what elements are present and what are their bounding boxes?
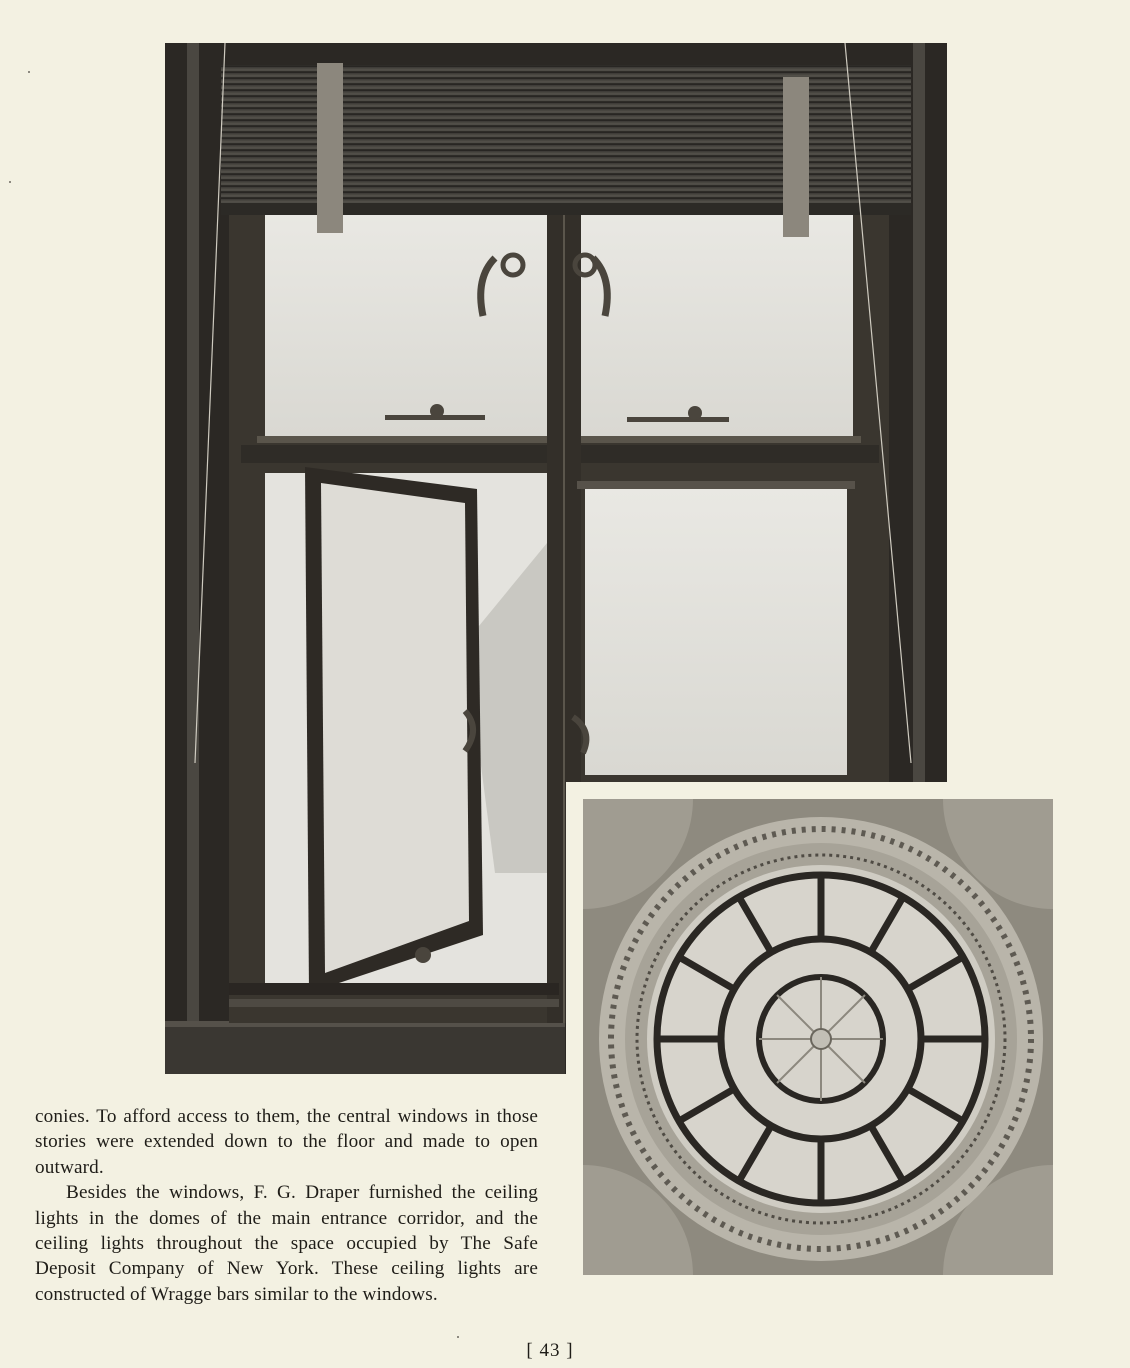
paper-speck bbox=[457, 1336, 459, 1338]
body-text bbox=[35, 1104, 538, 1307]
paragraph-1: conies. To afford access to them, the central windows in those stories were extended down to the floor and made to open outward. bbox=[35, 1106, 538, 1178]
page-number: [ 43 ] bbox=[526, 1340, 574, 1361]
paper-speck bbox=[9, 181, 11, 183]
dome-photo-frame bbox=[583, 799, 1053, 1275]
dome-light-photograph bbox=[566, 782, 1070, 1294]
dome-illustration bbox=[583, 799, 1053, 1275]
paragraph-2: Besides the windows, F. G. Draper furnished the ceiling lights in the domes of the main entrance corridor, and the ceiling lights throughout the space occupied by The Safe Deposit Company of New York. These ceiling lights are constructed of Wragge bars similar to the windows. bbox=[35, 1182, 538, 1305]
paper-speck bbox=[28, 71, 30, 73]
